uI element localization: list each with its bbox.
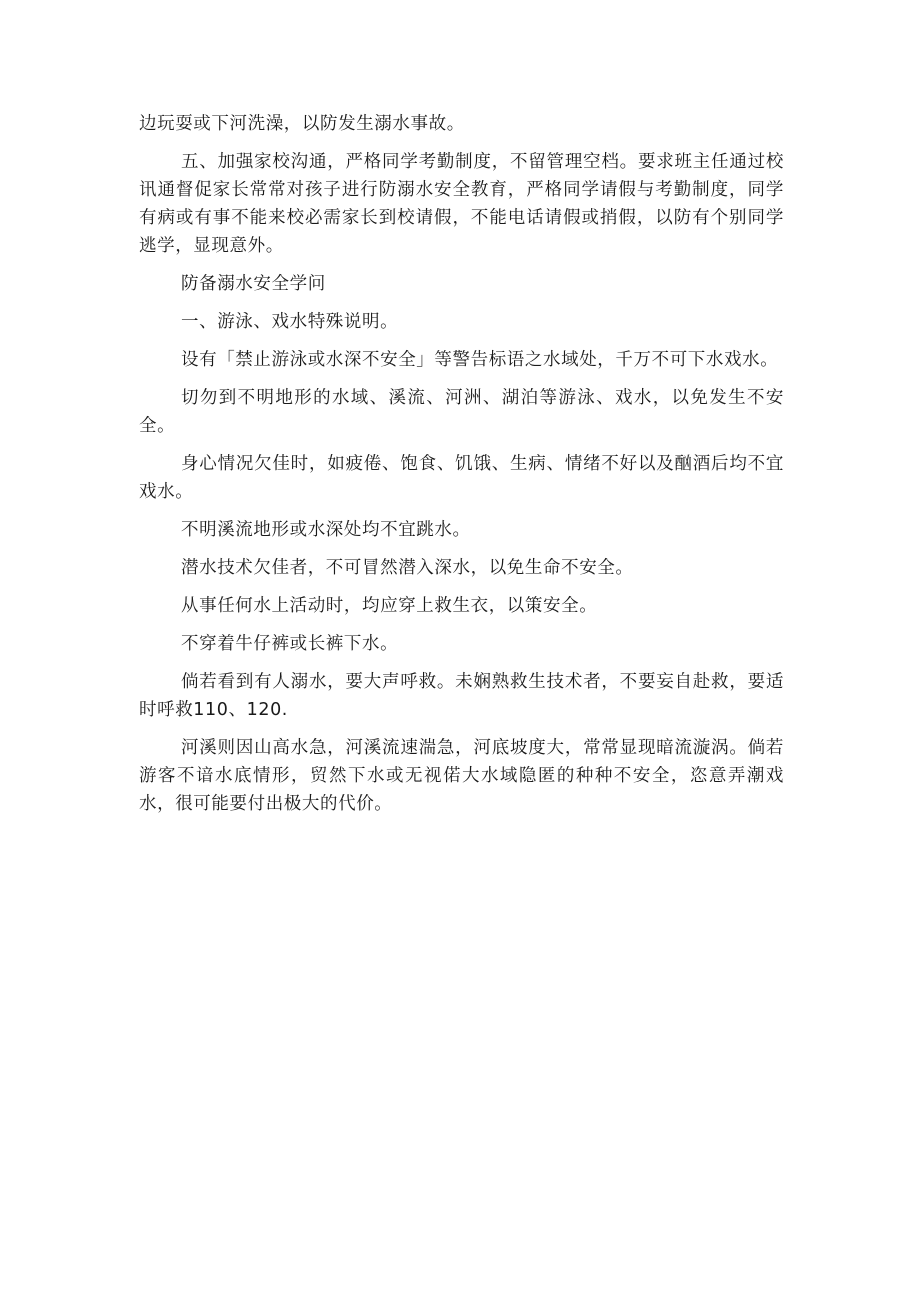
section-heading: 防备溺水安全学问 [181,274,326,294]
document-body [139,110,784,828]
paragraph-river-danger: 河溪则因山高水急，河溪流速湍急，河底坡度大，常常显现暗流漩涡。倘若游客不谙水底情形，贸然下水或无视偌大水域隐匿的种种不安全，恣意弄潮戏水，很可能要付出极大的代价。 [139,738,784,814]
paragraph-section-five: 五、加强家校沟通，严格同学考勤制度，不留管理空档。要求班主任通过校讯通督促家长常常对孩子进行防溺水安全教育，严格同学请假与考勤制度，同学有病或有事不能来校必需家长到校请假，不能电话请假或捎假，以防有个别同学逃学，显现意外。 [139,152,784,256]
paragraph-clothing: 不穿着牛仔裤或长裤下水。 [181,634,399,654]
paragraph-warning-signs: 设有「禁止游泳或水深不安全」等警告标语之水域处，千万不可下水戏水。 [181,350,779,370]
paragraph-physical-condition: 身心情况欠佳时，如疲倦、饱食、饥饿、生病、情绪不好以及酗酒后均不宜戏水。 [139,454,784,502]
paragraph-continuation: 边玩耍或下河洗澡，以防发生溺水事故。 [139,114,465,134]
subsection-heading: 一、游泳、戏水特殊说明。 [181,312,399,332]
paragraph-diving-skill: 潜水技术欠佳者，不可冒然潜入深水，以免生命不安全。 [181,558,634,578]
paragraph-no-diving: 不明溪流地形或水深处均不宜跳水。 [181,520,471,540]
paragraph-rescue: 倘若看到有人溺水，要大声呼救。未娴熟救生技术者，不要妄自赴救，要适时呼救110、120. [139,672,784,720]
paragraph-unknown-terrain: 切勿到不明地形的水域、溪流、河洲、湖泊等游泳、戏水，以免发生不安全。 [139,388,784,436]
paragraph-life-jacket: 从事任何水上活动时，均应穿上救生衣，以策安全。 [181,596,598,616]
